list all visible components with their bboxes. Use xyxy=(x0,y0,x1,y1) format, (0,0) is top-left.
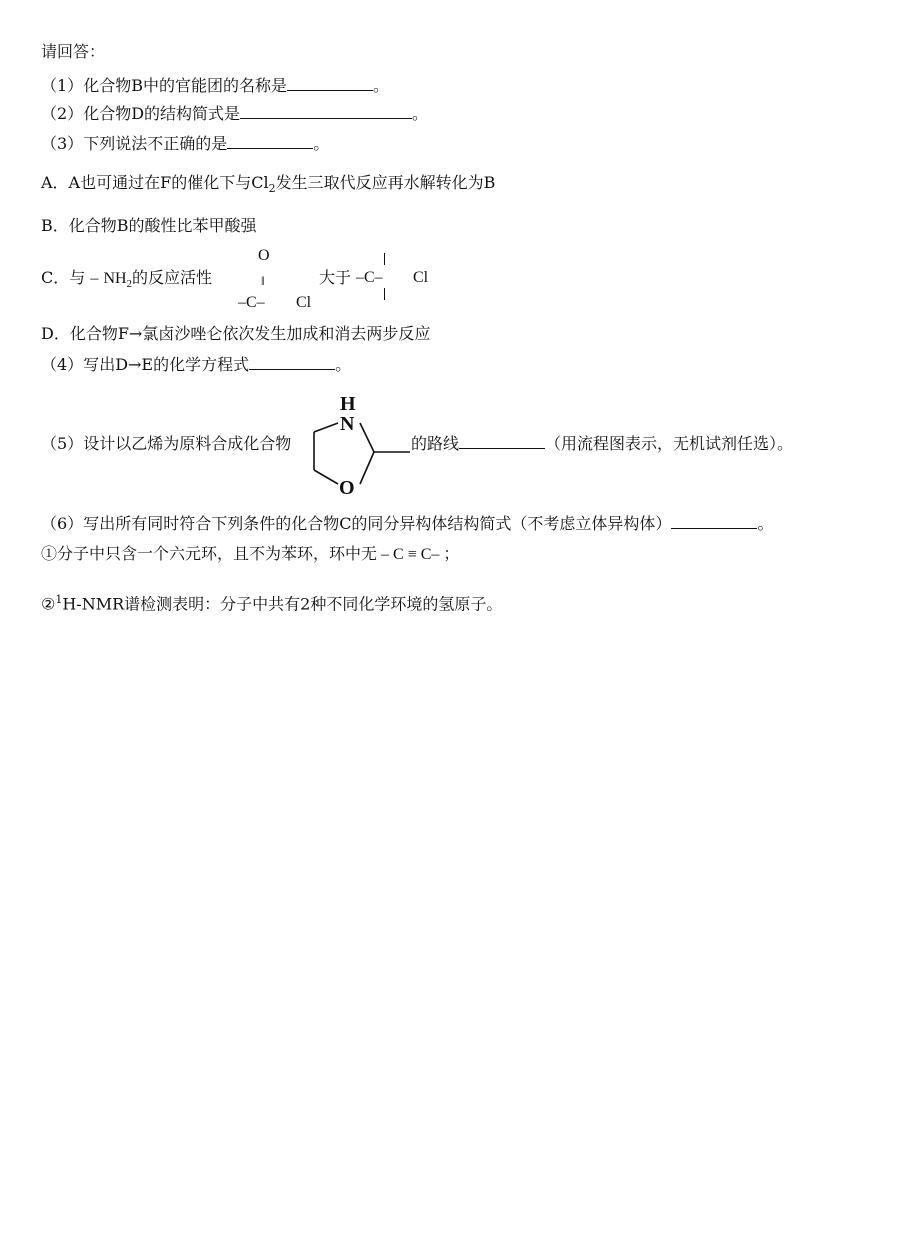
alkyl-upper-bond xyxy=(384,253,385,265)
condition-2-mark: ② xyxy=(41,594,56,614)
amine-group xyxy=(103,270,133,291)
answer-blank-6[interactable] xyxy=(671,514,757,529)
option-c-intro xyxy=(41,268,212,294)
option-c-prefix: C．与 xyxy=(41,268,86,287)
question-5-route: 的路线 xyxy=(411,434,460,453)
question-3-end: 。 xyxy=(313,134,330,153)
question-5-lead xyxy=(41,434,291,454)
question-5-note: （用流程图表示，无机试剂任选）。 xyxy=(545,434,794,453)
question-2-number: （2） xyxy=(41,104,84,123)
question-5-number: （5） xyxy=(41,434,84,453)
question-3-text: 下列说法不正确的是 xyxy=(83,134,228,153)
question-3-number: （3） xyxy=(41,134,84,153)
answer-blank-2[interactable] xyxy=(240,104,412,119)
ring-bond-n-c2 xyxy=(360,423,374,452)
question-5-text: 设计以乙烯为原料合成化合物 xyxy=(83,434,292,453)
ring-oxygen-label: O xyxy=(339,477,355,499)
ring-hydrogen-label: H xyxy=(340,393,356,415)
answer-blank-3[interactable] xyxy=(227,134,313,149)
option-a-text-end: 发生三取代反应再水解转化为B xyxy=(275,173,496,192)
acyl-double-bond: ‖ xyxy=(261,273,265,288)
acyl-oxygen: O xyxy=(258,247,270,264)
question-2 xyxy=(41,104,428,124)
question-1 xyxy=(41,76,389,96)
acyl-chlorine: Cl xyxy=(296,294,312,311)
option-d: D．化合物F→氯卤沙唑仑依次发生加成和消去两步反应 xyxy=(41,324,431,343)
question-4-number: （4） xyxy=(41,355,84,374)
ring-nitrogen-label: N xyxy=(340,413,355,435)
option-a-text: A．A也可通过在F的催化下与Cl xyxy=(41,173,269,192)
condition-1 xyxy=(41,544,459,565)
question-4 xyxy=(41,355,351,375)
answer-blank-1[interactable] xyxy=(287,76,373,91)
question-2-text: 化合物D的结构简式是 xyxy=(83,104,241,123)
ring-bond-o-c xyxy=(360,452,374,484)
question-5-tail xyxy=(411,434,793,454)
ring-bond-c-o xyxy=(314,470,338,484)
triple-bond-formula: – C ≡ C– xyxy=(381,546,440,563)
question-4-text: 写出D→E的化学方程式 xyxy=(83,355,250,374)
question-4-end: 。 xyxy=(335,355,352,374)
option-a-subscript: 2 xyxy=(268,182,276,196)
condition-2-text: H-NMR谱检测表明：分子中共有2种不同化学环境的氢原子。 xyxy=(62,594,503,614)
alkyl-carbon: –C– xyxy=(356,269,383,286)
answer-blank-4[interactable] xyxy=(249,355,335,370)
option-a xyxy=(41,173,495,199)
amine-nh: NH xyxy=(103,270,127,287)
condition-1-end: ； xyxy=(443,544,460,563)
condition-1-text: ①分子中只含一个六元环，且不为苯环，环中无 xyxy=(41,544,378,563)
acyl-carbon: –C– xyxy=(238,294,265,311)
question-6-text: 写出所有同时符合下列条件的化合物C的同分异构体结构简式（不考虑立体异构体） xyxy=(83,514,672,533)
answer-blank-5[interactable] xyxy=(459,434,545,449)
question-6 xyxy=(41,514,773,534)
question-2-end: 。 xyxy=(412,104,429,123)
option-c-reactivity: 的反应活性 xyxy=(132,268,213,287)
question-1-text: 化合物B中的官能团的名称是 xyxy=(83,76,287,95)
option-c-than: 大于 xyxy=(319,268,352,287)
question-6-number: （6） xyxy=(41,514,84,533)
question-1-end: 。 xyxy=(372,76,389,95)
option-b: B．化合物B的酸性比苯甲酸强 xyxy=(41,216,257,235)
alkyl-lower-bond xyxy=(384,288,385,300)
alkyl-chlorine: Cl xyxy=(413,269,429,286)
amine-bond-dash: – xyxy=(90,270,99,287)
amine-subscript: 2 xyxy=(126,278,133,291)
condition-2 xyxy=(41,590,502,614)
oxazolidine-structure xyxy=(308,388,412,500)
question-6-end: 。 xyxy=(757,514,774,533)
ring-bond-n-c xyxy=(314,423,338,432)
question-1-number: （1） xyxy=(41,76,84,95)
question-3 xyxy=(41,134,329,154)
intro-text: 请回答： xyxy=(41,42,106,61)
condition-2-superscript: 1 xyxy=(55,593,63,606)
